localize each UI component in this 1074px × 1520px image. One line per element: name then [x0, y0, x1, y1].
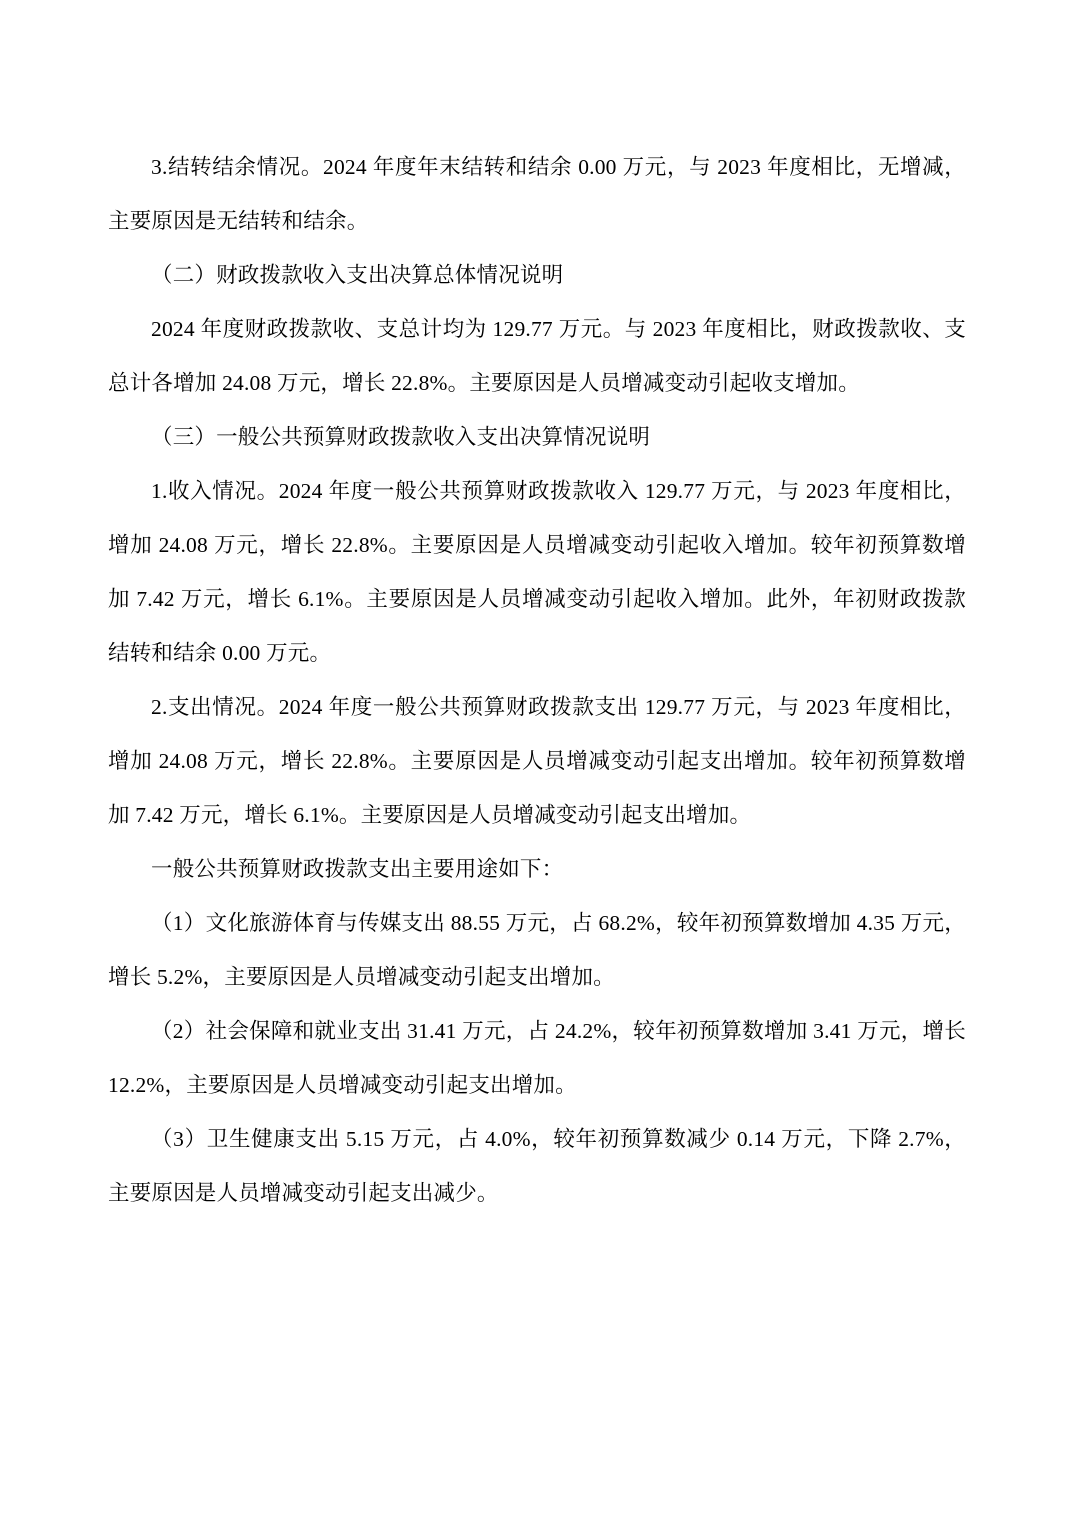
- paragraph-social-security-employment: （2）社会保障和就业支出 31.41 万元，占 24.2%，较年初预算数增加 3.41 万元，增长 12.2%，主要原因是人员增减变动引起支出增加。: [108, 1019, 966, 1097]
- heading-section-two: （二）财政拨款收入支出决算总体情况说明: [151, 263, 564, 287]
- paragraph-culture-tourism-media: （1）文化旅游体育与传媒支出 88.55 万元，占 68.2%，较年初预算数增加 4.35 万元，增长 5.2%，主要原因是人员增减变动引起支出增加。: [108, 911, 966, 989]
- paragraph-expenditure-situation: 2.支出情况。2024 年度一般公共预算财政拨款支出 129.77 万元，与 2023 年度相比，增加 24.08 万元，增长 22.8%。主要原因是人员增减变动引起支出增加。较年初预算数增加 7.42 万元，增长 6.1%。主要原因是人员增减变动引起支出增加。: [108, 695, 966, 827]
- paragraph-fiscal-appropriation-total: 2024 年度财政拨款收、支总计均为 129.77 万元。与 2023 年度相比，财政拨款收、支总计各增加 24.08 万元，增长 22.8%。主要原因是人员增减变动引起收支增加。: [108, 317, 966, 395]
- document-body: [108, 140, 966, 1220]
- paragraph-income-situation: 1.收入情况。2024 年度一般公共预算财政拨款收入 129.77 万元，与 2023 年度相比，增加 24.08 万元，增长 22.8%。主要原因是人员增减变动引起收入增加。较年初预算数增加 7.42 万元，增长 6.1%。主要原因是人员增减变动引起收入增加。此外，年初财政拨款结转和结余 0.00 万元。: [108, 479, 966, 665]
- paragraph-carryover-balance: 3.结转结余情况。2024 年度年末结转和结余 0.00 万元，与 2023 年度相比，无增减，主要原因是无结转和结余。: [108, 155, 966, 233]
- paragraph-expenditure-uses-intro: 一般公共预算财政拨款支出主要用途如下：: [151, 857, 564, 881]
- heading-section-three: （三）一般公共预算财政拨款收入支出决算情况说明: [151, 425, 651, 449]
- paragraph-health-expenditure: （3）卫生健康支出 5.15 万元，占 4.0%，较年初预算数减少 0.14 万元，下降 2.7%，主要原因是人员增减变动引起支出减少。: [108, 1127, 966, 1205]
